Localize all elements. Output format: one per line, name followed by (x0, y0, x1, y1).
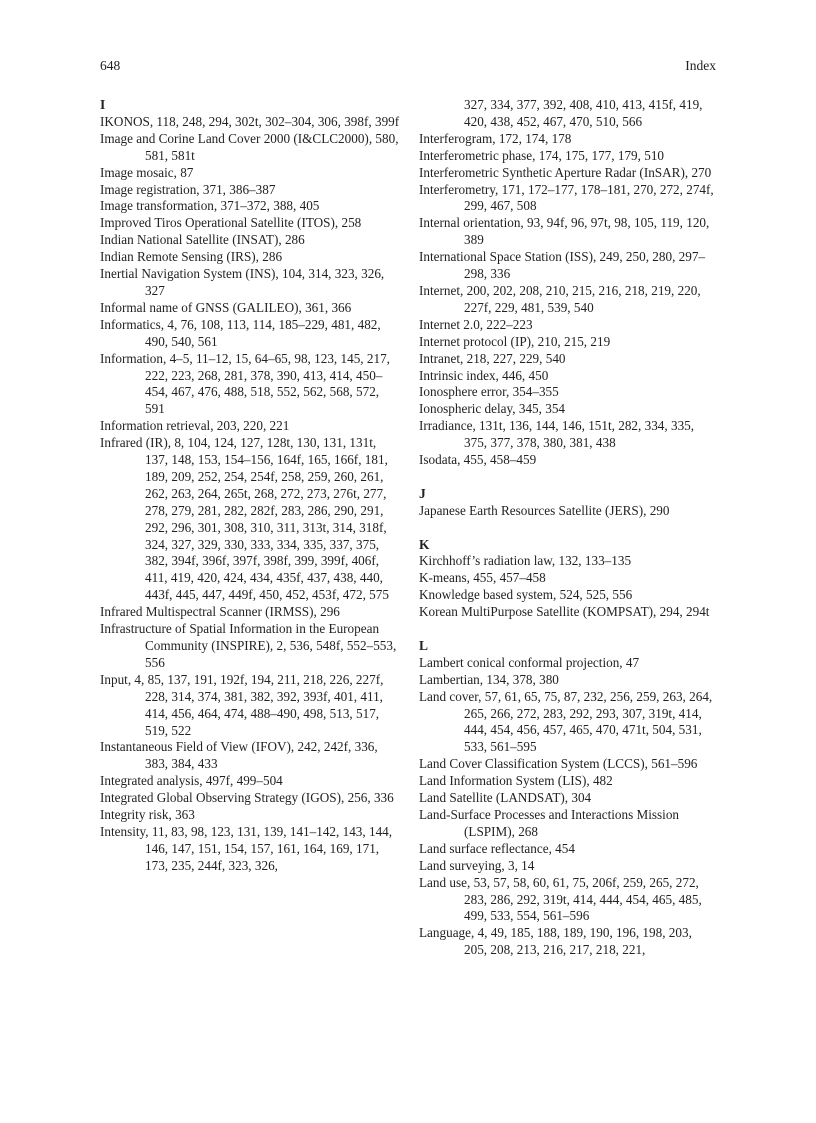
index-entry: Image registration, 371, 386–387 (100, 181, 276, 197)
index-entry: Isodata, 455, 458–459 (419, 452, 537, 468)
index-entry: Internet protocol (IP), 210, 215, 219 (419, 333, 611, 349)
index-entry: Interferometric Synthetic Aperture Radar (InSAR), 270 (419, 164, 712, 180)
index-entry: Instantaneous Field of View (IFOV), 242, 242f, 336, 383, 384, 433 (100, 739, 378, 772)
index-entry: Image mosaic, 87 (100, 164, 194, 180)
index-entry: Indian National Satellite (INSAT), 286 (100, 232, 305, 248)
index-entry: Informatics, 4, 76, 108, 113, 114, 185–229, 481, 482, 490, 540, 561 (100, 316, 381, 349)
section-letter-j: J (419, 485, 426, 501)
index-entry: Intranet, 218, 227, 229, 540 (419, 350, 566, 366)
index-entry: Inertial Navigation System (INS), 104, 314, 323, 326, 327 (100, 266, 385, 298)
index-entry: Information, 4–5, 11–12, 15, 64–65, 98, 123, 145, 217, 222, 223, 268, 281, 378, 390, 413, 414, 450–454, 467, 476, 488, 518, 552, 562, 568, 572, 591 (100, 350, 390, 417)
index-entry: Integrated Global Observing Strategy (IGOS), 256, 336 (100, 790, 394, 806)
index-entry: Interferometry, 171, 172–177, 178–181, 270, 272, 274f, 299, 467, 508 (419, 181, 714, 214)
index-entry: Lambert conical conformal projection, 47 (419, 654, 640, 670)
index-entry: K-means, 455, 457–458 (419, 570, 546, 586)
index-entry: Knowledge based system, 524, 525, 556 (419, 587, 633, 603)
index-entry: Image and Corine Land Cover 2000 (I&CLC2000), 580, 581, 581t (100, 130, 399, 163)
index-entry: Information retrieval, 203, 220, 221 (100, 418, 290, 434)
index-entry: Land Satellite (LANDSAT), 304 (419, 790, 592, 806)
index-entry: Infrastructure of Spatial Information in the European Community (INSPIRE), 2, 536, 548f, 552–553, 556 (100, 621, 397, 670)
index-column-right (419, 97, 717, 959)
index-column-left (100, 97, 400, 875)
section-letter-i: I (100, 97, 106, 112)
index-entry: Japanese Earth Resources Satellite (JERS), 290 (419, 502, 670, 518)
index-entry: Internet 2.0, 222–223 (419, 316, 533, 332)
section-letter-l: L (419, 637, 429, 653)
index-entry: Land-Surface Processes and Interactions Mission (LSPIM), 268 (419, 807, 680, 839)
index-entry: Infrared (IR), 8, 104, 124, 127, 128t, 130, 131, 131t, 137, 148, 153, 154–156, 164f, 165, 166f, 181, 189, 209, 252, 254, 254f, 258, 259, 260, 261, 262, 263, 264, 265t, 268, 272, 273, 276t, 277, 278, 279, 281, 282, 282f, 283, 286, 290, 291, 292, 296, 301, 308, 310, 311, 313t, 314, 318f, 324, 327, 329, 330, 333, 334, 335, 337, 375, 382, 394f, 396f, 397f, 398f, 399, 399f, 406f, 411, 419, 420, 424, 434, 435f, 437, 438, 440, 443f, 445, 447, 449f, 450, 452, 453f, 472, 575 (100, 435, 389, 603)
index-entry: Image transformation, 371–372, 388, 405 (100, 198, 320, 214)
index-entry: Kirchhoff’s radiation law, 132, 133–135 (419, 553, 632, 569)
index-entry: Language, 4, 49, 185, 188, 189, 190, 196, 198, 203, 205, 208, 213, 216, 217, 218, 221, (419, 925, 692, 958)
index-entry: International Space Station (ISS), 249, 250, 280, 297–298, 336 (419, 249, 706, 282)
index-entry-continuation: 327, 334, 377, 392, 408, 410, 413, 415f, 419, 420, 438, 452, 467, 470, 510, 566 (464, 97, 703, 129)
index-entry: Ionospheric delay, 345, 354 (419, 401, 566, 417)
index-entry: Input, 4, 85, 137, 191, 192f, 194, 211, 218, 226, 227f, 228, 314, 374, 381, 382, 392, 393f, 401, 411, 414, 456, 464, 474, 488–490, 498, 513, 517, 519, 522 (100, 671, 384, 738)
index-entry: Intrinsic index, 446, 450 (419, 367, 549, 383)
page-number: 648 (100, 58, 121, 73)
index-entry: Land cover, 57, 61, 65, 75, 87, 232, 256, 259, 263, 264, 265, 266, 272, 283, 292, 293, 307, 319t, 414, 444, 454, 456, 457, 465, 470, 471t, 504, 531, 533, 561–595 (419, 688, 713, 755)
index-entry: Internal orientation, 93, 94f, 96, 97t, 98, 105, 119, 120, 389 (419, 215, 710, 248)
index-entry: Lambertian, 134, 378, 380 (419, 671, 559, 687)
index-entry: Informal name of GNSS (GALILEO), 361, 366 (100, 299, 352, 315)
index-entry: Land use, 53, 57, 58, 60, 61, 75, 206f, 259, 265, 272, 283, 286, 292, 319t, 414, 444, 454, 465, 485, 499, 533, 554, 561–596 (419, 874, 702, 924)
index-entry: IKONOS, 118, 248, 294, 302t, 302–304, 306, 398f, 399f (100, 113, 400, 129)
index-entry: Integrated analysis, 497f, 499–504 (100, 773, 283, 789)
section-letter-k: K (419, 536, 430, 552)
index-entry: Internet, 200, 202, 208, 210, 215, 216, 218, 219, 220, 227f, 229, 481, 539, 540 (419, 282, 701, 315)
index-entry: Intensity, 11, 83, 98, 123, 131, 139, 141–142, 143, 144, 146, 147, 151, 154, 157, 161, 164, 169, 171, 173, 235, 244f, 323, 326, (100, 823, 393, 873)
index-entry: Interferometric phase, 174, 175, 177, 179, 510 (419, 147, 665, 163)
index-entry: Land Information System (LIS), 482 (419, 773, 613, 789)
index-entry: Ionosphere error, 354–355 (419, 384, 559, 400)
index-entry: Korean MultiPurpose Satellite (KOMPSAT), 294, 294t (419, 604, 710, 620)
index-entry: Interferogram, 172, 174, 178 (419, 130, 572, 146)
index-entry: Land surveying, 3, 14 (419, 857, 535, 873)
index-entry: Infrared Multispectral Scanner (IRMSS), 296 (100, 604, 340, 620)
running-head: Index (685, 58, 716, 73)
index-entry: Land surface reflectance, 454 (419, 840, 575, 856)
index-entry: Improved Tiros Operational Satellite (ITOS), 258 (100, 215, 362, 231)
index-entry: Irradiance, 131t, 136, 144, 146, 151t, 282, 334, 335, 375, 377, 378, 380, 381, 438 (419, 418, 695, 451)
index-entry: Land Cover Classification System (LCCS), 561–596 (419, 756, 698, 772)
index-entry: Integrity risk, 363 (100, 807, 195, 823)
index-entry: Indian Remote Sensing (IRS), 286 (100, 249, 283, 265)
